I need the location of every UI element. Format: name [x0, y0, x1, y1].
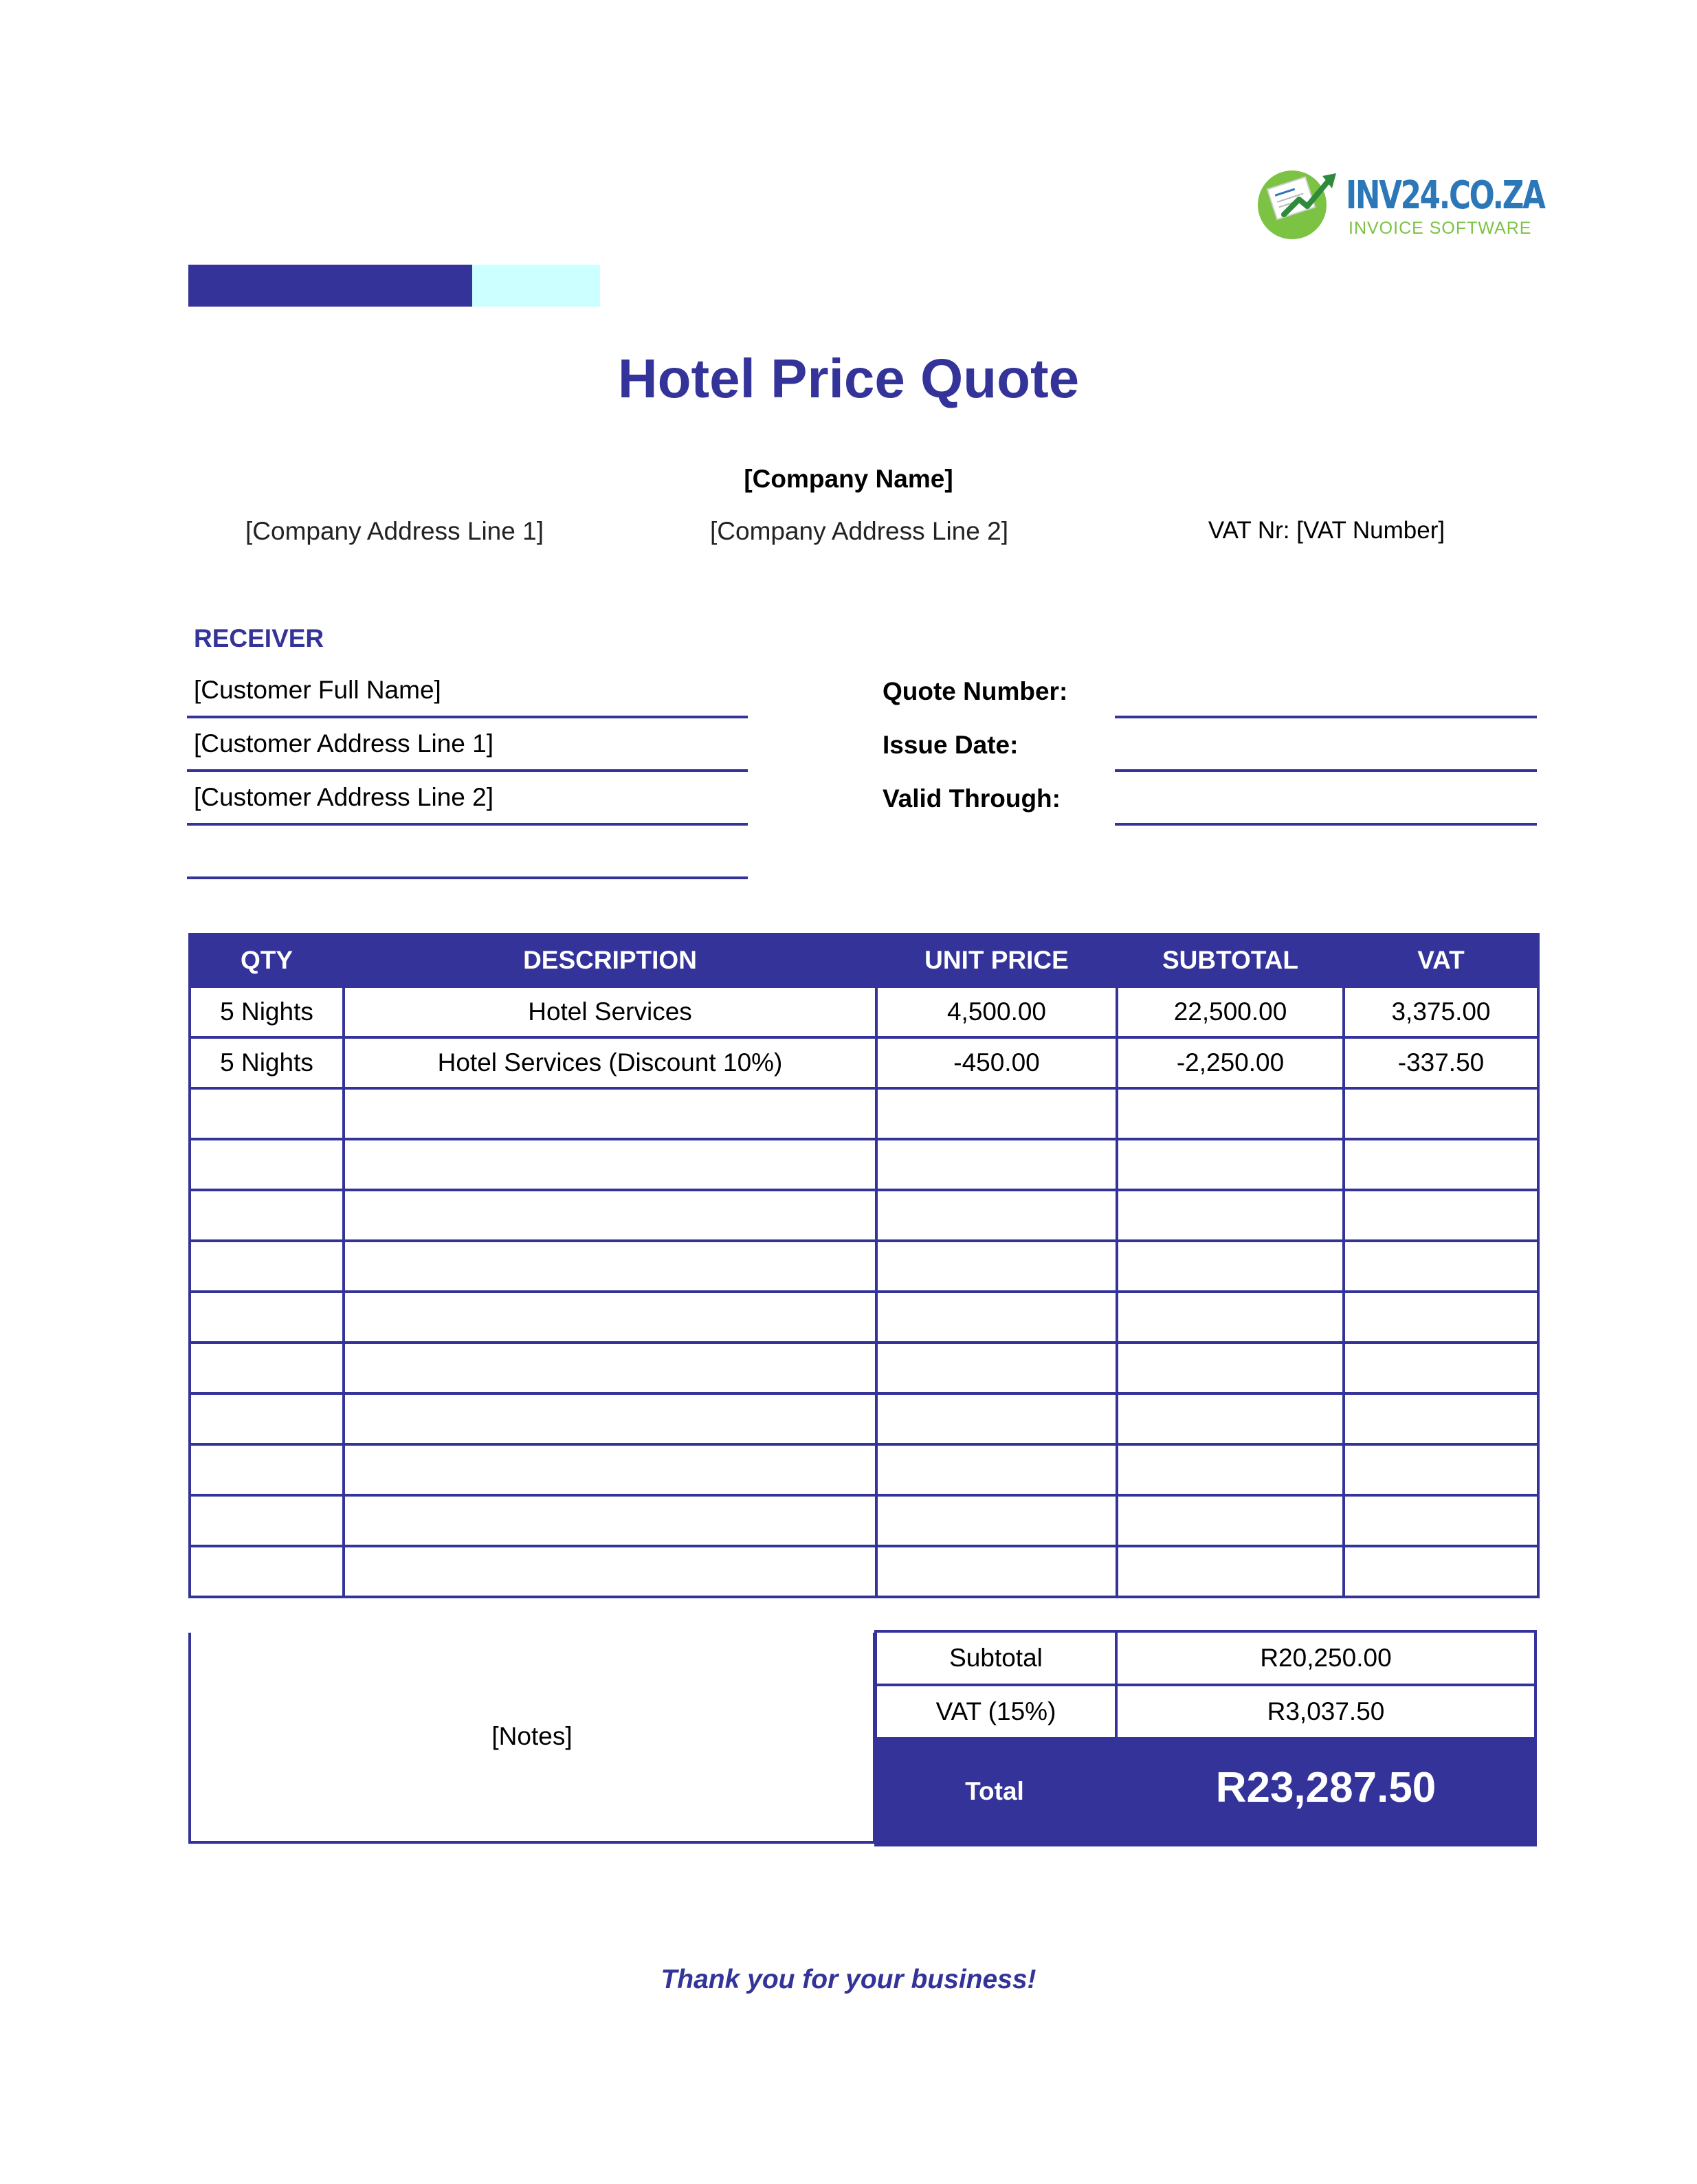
cell-unit-price — [876, 1088, 1117, 1139]
cell-subtotal — [1117, 1190, 1344, 1241]
cell-unit-price — [876, 1190, 1117, 1241]
table-row — [190, 1241, 1538, 1292]
cell-qty — [190, 1292, 344, 1343]
company-address-line-2: [Company Address Line 2] — [710, 517, 1008, 545]
cell-unit-price — [876, 1241, 1117, 1292]
table-row — [190, 1037, 1538, 1088]
company-logo — [1256, 158, 1544, 247]
cell-description — [344, 1241, 876, 1292]
cell-description — [344, 1292, 876, 1343]
table-row — [190, 1393, 1538, 1444]
cell-subtotal — [1117, 1088, 1344, 1139]
cell-subtotal — [1117, 1444, 1344, 1495]
cell-description: Hotel Services (Discount 10%) — [344, 1037, 876, 1088]
table-row — [190, 1444, 1538, 1495]
logo-subtitle: INVOICE SOFTWARE — [1349, 219, 1532, 238]
customer-extra-underline — [187, 876, 748, 879]
cell-description — [344, 1546, 876, 1597]
issue-date-field[interactable] — [1115, 769, 1537, 772]
cell-unit-price — [876, 1495, 1117, 1546]
cell-subtotal — [1117, 1343, 1344, 1393]
customer-address-line-2: [Customer Address Line 2] — [194, 783, 493, 811]
cell-subtotal: 22,500.00 — [1117, 986, 1344, 1037]
customer-full-name: [Customer Full Name] — [194, 676, 441, 704]
cell-vat: 3,375.00 — [1344, 986, 1538, 1037]
cell-subtotal — [1117, 1241, 1344, 1292]
valid-through-field[interactable] — [1115, 823, 1537, 826]
vat-total-label: VAT (15%) — [874, 1684, 1118, 1740]
cell-qty — [190, 1495, 344, 1546]
logo-title: INV24.CO.ZA — [1346, 173, 1544, 218]
company-address-line-1: [Company Address Line 1] — [245, 517, 544, 545]
table-row — [190, 1088, 1538, 1139]
cell-vat — [1344, 1546, 1538, 1597]
cell-vat — [1344, 1139, 1538, 1190]
cell-vat — [1344, 1088, 1538, 1139]
customer-address-2-underline — [187, 823, 748, 826]
cell-vat — [1344, 1495, 1538, 1546]
header-description: DESCRIPTION — [344, 934, 876, 986]
receiver-heading: RECEIVER — [194, 624, 324, 652]
quote-number-label: Quote Number: — [883, 677, 1068, 705]
cell-unit-price — [876, 1343, 1117, 1393]
cell-vat — [1344, 1190, 1538, 1241]
grand-total-label: Total — [965, 1777, 1024, 1805]
cell-subtotal — [1117, 1546, 1344, 1597]
cell-qty: 5 Nights — [190, 986, 344, 1037]
cell-vat — [1344, 1241, 1538, 1292]
subtotal-value: R20,250.00 — [1115, 1630, 1537, 1686]
subtotal-label: Subtotal — [874, 1630, 1118, 1686]
cell-unit-price — [876, 1292, 1117, 1343]
cell-vat — [1344, 1292, 1538, 1343]
table-row — [190, 1190, 1538, 1241]
table-row — [190, 986, 1538, 1037]
cell-subtotal: -2,250.00 — [1117, 1037, 1344, 1088]
header-subtotal: SUBTOTAL — [1117, 934, 1344, 986]
company-vat-number: VAT Nr: [VAT Number] — [1208, 517, 1445, 544]
vat-total-value: R3,037.50 — [1115, 1684, 1537, 1740]
cell-unit-price — [876, 1546, 1117, 1597]
cell-description — [344, 1393, 876, 1444]
cell-vat — [1344, 1343, 1538, 1393]
notes-text: [Notes] — [491, 1722, 573, 1750]
header-vat: VAT — [1344, 934, 1538, 986]
cell-qty — [190, 1393, 344, 1444]
document-title: Hotel Price Quote — [617, 348, 1080, 409]
cell-vat — [1344, 1444, 1538, 1495]
logo-mark-icon — [1256, 161, 1339, 243]
cell-subtotal — [1117, 1495, 1344, 1546]
table-row — [190, 1495, 1538, 1546]
cell-description: Hotel Services — [344, 986, 876, 1037]
cell-subtotal — [1117, 1292, 1344, 1343]
customer-name-underline — [187, 716, 748, 718]
cell-vat — [1344, 1393, 1538, 1444]
cell-qty — [190, 1546, 344, 1597]
cell-qty — [190, 1088, 344, 1139]
cell-unit-price: 4,500.00 — [876, 986, 1117, 1037]
cell-unit-price — [876, 1139, 1117, 1190]
cell-unit-price — [876, 1393, 1117, 1444]
customer-address-1-underline — [187, 769, 748, 772]
table-row — [190, 1292, 1538, 1343]
cell-vat: -337.50 — [1344, 1037, 1538, 1088]
table-row — [190, 1139, 1538, 1190]
table-row — [190, 1343, 1538, 1393]
cell-description — [344, 1190, 876, 1241]
cell-qty — [190, 1139, 344, 1190]
cell-qty: 5 Nights — [190, 1037, 344, 1088]
footer-thank-you: Thank you for your business! — [661, 1965, 1036, 1994]
cell-description — [344, 1444, 876, 1495]
quote-number-field[interactable] — [1115, 716, 1537, 718]
cell-subtotal — [1117, 1393, 1344, 1444]
header-qty: QTY — [190, 934, 344, 986]
issue-date-label: Issue Date: — [883, 731, 1019, 759]
cell-unit-price: -450.00 — [876, 1037, 1117, 1088]
cell-qty — [190, 1444, 344, 1495]
header-unit-price: UNIT PRICE — [876, 934, 1117, 986]
cell-subtotal — [1117, 1139, 1344, 1190]
valid-through-label: Valid Through: — [883, 784, 1061, 813]
table-row — [190, 1546, 1538, 1597]
cell-qty — [190, 1343, 344, 1393]
cell-description — [344, 1088, 876, 1139]
cell-unit-price — [876, 1444, 1117, 1495]
customer-address-line-1: [Customer Address Line 1] — [194, 729, 493, 758]
cell-description — [344, 1343, 876, 1393]
line-items-table — [188, 933, 1540, 1598]
accent-bar-dark — [188, 265, 472, 307]
accent-bar-light — [472, 265, 600, 307]
cell-qty — [190, 1241, 344, 1292]
table-header-row — [190, 934, 1538, 986]
company-name: [Company Name] — [744, 465, 953, 493]
cell-description — [344, 1139, 876, 1190]
cell-qty — [190, 1190, 344, 1241]
grand-total-value: R23,287.50 — [1215, 1764, 1437, 1811]
cell-description — [344, 1495, 876, 1546]
